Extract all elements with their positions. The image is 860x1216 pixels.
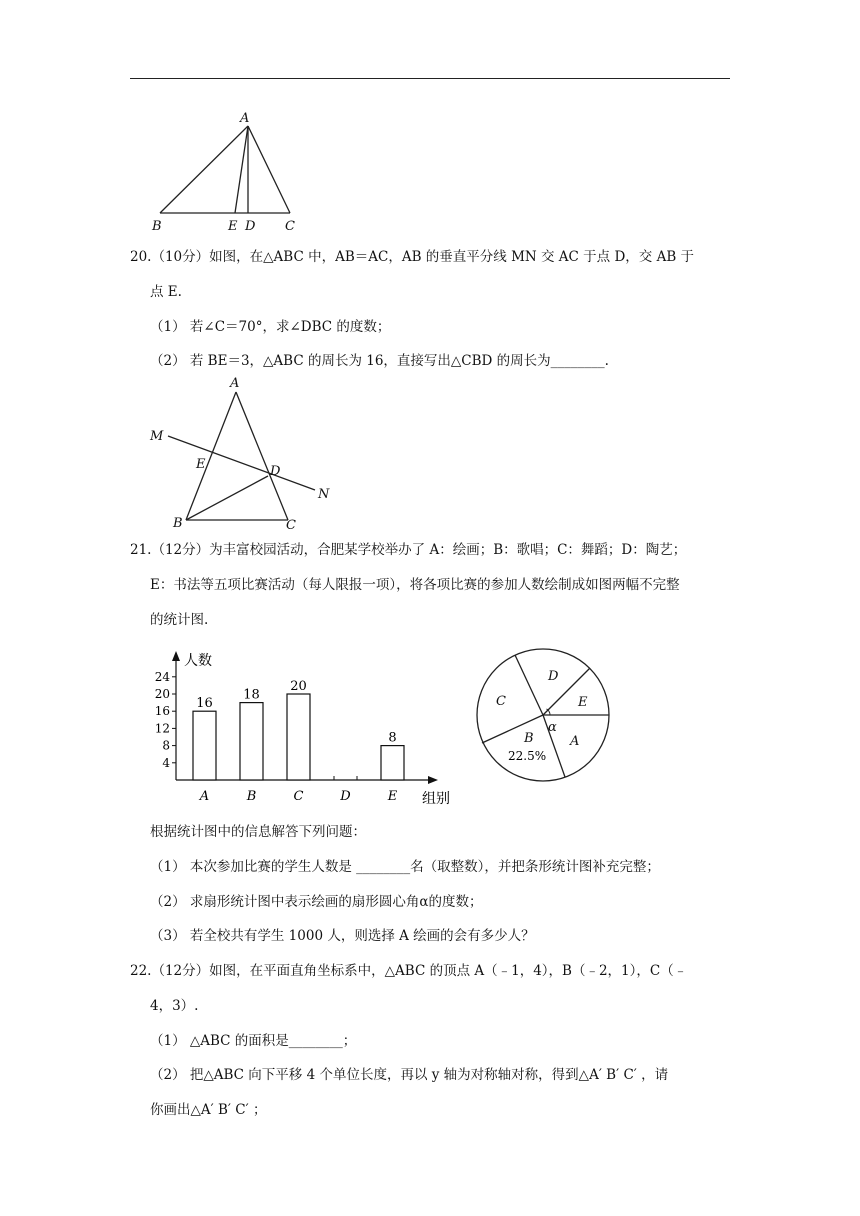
figure-triangle-aed: [140, 108, 310, 238]
q21-line2: E：书法等五项比赛活动（每人限报一项），将各项比赛的参加人数绘制成如图两幅不完整: [150, 577, 680, 593]
q21-sub2: （2） 求扇形统计图中表示绘画的扇形圆心角α的度数；: [150, 894, 483, 910]
x-tick-label-E: E: [387, 789, 398, 804]
label-a: A: [240, 111, 250, 126]
bar-C: [287, 694, 310, 780]
x-tick-label-B: B: [246, 789, 257, 804]
pie-percent-b: 22.5%: [508, 749, 547, 763]
header-rule: [130, 78, 730, 79]
q21-line3: 的统计图.: [150, 612, 209, 628]
x-tick-label-C: C: [293, 789, 304, 804]
x-tick-label-A: A: [199, 789, 210, 804]
bar-value-label-C: 20: [290, 679, 307, 694]
q20-line2: 点 E.: [150, 284, 182, 300]
pie-label-c: C: [496, 694, 506, 709]
y-axis-arrow: [172, 651, 180, 661]
pie-label-e: E: [578, 695, 588, 710]
q20-line1: 20.（10分）如图，在△ABC 中，AB＝AC，AB 的垂直平分线 MN 交 AC 于点 D，交 AB 于: [130, 249, 695, 265]
q21-sub1: （1） 本次参加比赛的学生人数是 ________名（取整数），并把条形统计图补充完整；: [150, 859, 660, 875]
alpha-arc: [547, 709, 551, 715]
q21-line1: 21.（12分）为丰富校园活动，合肥某学校举办了 A：绘画；B：歌唱；C：舞蹈；D：陶艺；: [130, 542, 687, 558]
bar-E: [381, 746, 404, 780]
label-a: A: [230, 376, 240, 391]
pie-divider-cd: [515, 655, 543, 715]
y-tick-label: 24: [154, 669, 170, 684]
q21-intro: 根据统计图中的信息解答下列问题：: [150, 824, 366, 840]
q22-sub2: （2） 把△ABC 向下平移 4 个单位长度，再以 y 轴为对称轴对称，得到△A′ B′ C′ ，请: [150, 1067, 669, 1083]
label-m: M: [150, 429, 164, 444]
q20-sub1: （1） 若∠C＝70°，求∠DBC 的度数；: [150, 319, 391, 335]
x-tick-label-D: D: [340, 789, 351, 804]
x-axis-label: 组别: [422, 791, 450, 807]
pie-chart: [470, 645, 630, 805]
label-n: N: [318, 487, 330, 502]
x-axis-arrow: [428, 776, 438, 784]
label-e: E: [228, 219, 238, 234]
label-d: D: [270, 464, 281, 479]
q22-line1: 22.（12分）如图，在平面直角坐标系中，△ABC 的顶点 A（﹣1，4），B（﹣2，1），C（﹣: [130, 963, 688, 979]
bar-value-label-B: 18: [243, 687, 260, 703]
pie-angle-label: α: [548, 720, 557, 735]
figure-triangle-mn: [140, 372, 340, 532]
bar-value-label-A: 16: [196, 696, 213, 712]
y-tick-label: 12: [154, 721, 170, 736]
label-b: B: [173, 516, 183, 531]
bar-B: [240, 703, 263, 780]
q22-line2: 4，3）.: [150, 998, 199, 1014]
q21-sub3: （3） 若全校共有学生 1000 人，则选择 A 绘画的会有多少人？: [150, 928, 535, 944]
label-d: D: [245, 219, 256, 234]
pie-label-d: D: [548, 669, 559, 684]
label-b: B: [152, 219, 162, 234]
y-tick-label: 4: [162, 755, 170, 770]
bar-chart: [140, 645, 450, 810]
label-c: C: [285, 219, 295, 234]
q20-sub2: （2） 若 BE＝3，△ABC 的周长为 16，直接写出△CBD 的周长为________.: [150, 353, 609, 369]
label-e: E: [196, 457, 206, 472]
pie-label-a: A: [570, 734, 580, 749]
y-tick-label: 16: [154, 704, 170, 719]
bar-value-label-E: 8: [388, 730, 397, 746]
y-axis-label: 人数: [184, 653, 212, 669]
y-tick-label: 20: [154, 687, 170, 701]
label-c: C: [286, 518, 296, 532]
q22-sub1: （1） △ABC 的面积是________；: [150, 1033, 357, 1049]
q22-sub3: 你画出△A′ B′ C′ ；: [150, 1102, 267, 1118]
bar-A: [193, 711, 216, 780]
pie-label-b: B: [524, 731, 534, 746]
pie-divider-bc: [482, 715, 543, 743]
y-tick-label: 8: [162, 738, 170, 753]
